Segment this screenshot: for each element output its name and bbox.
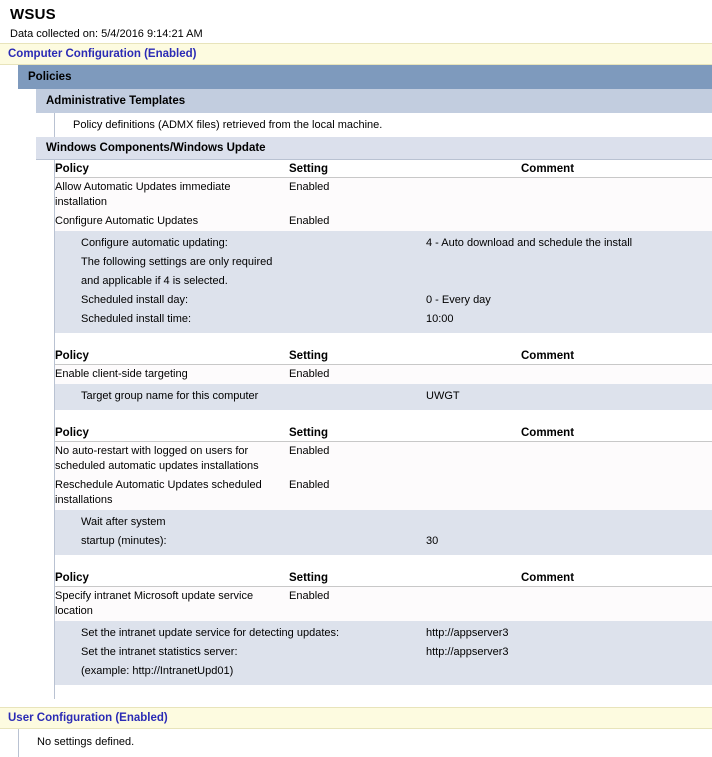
subsetting-label: (example: http://IntranetUpd01) [55,662,426,685]
policy-tables-container [54,160,712,699]
policy-setting-cell: Enabled [289,442,521,477]
page-title: WSUS [10,6,56,23]
column-header-policy: Policy [55,347,289,365]
subsetting-label: Set the intranet statistics server: [55,643,426,662]
subsetting-label: Set the intranet update service for detecting updates: [55,621,426,643]
subsetting-value [426,510,712,532]
user-configuration-no-settings: No settings defined. [19,729,712,757]
subsetting-value: 4 - Auto download and schedule the install [426,231,712,253]
policy-name-cell: Allow Automatic Updates immediate installation [55,178,289,213]
policy-comment-cell [521,476,712,510]
column-header-comment: Comment [521,347,712,365]
subsetting-value: UWGT [426,384,712,410]
subsetting-row [55,384,712,410]
policy-row [55,442,712,477]
subsetting-value [426,253,712,272]
computer-configuration-band[interactable]: Computer Configuration (Enabled) [0,43,712,65]
column-header-policy: Policy [55,424,289,442]
data-collected-timestamp: Data collected on: 5/4/2016 9:14:21 AM [10,28,203,40]
policy-table-header-row [55,347,712,365]
subsetting-row [55,643,712,662]
subsetting-label: The following settings are only required [55,253,426,272]
section-policies-header[interactable]: Policies [18,65,712,89]
policy-comment-cell [521,178,712,213]
subsetting-row [55,272,712,291]
policy-subsettings-cell [55,621,712,685]
user-configuration-rail [18,729,712,757]
subsettings-table [55,621,712,685]
subsetting-value [426,662,712,685]
section-spacer [0,699,712,707]
policy-name-cell: No auto-restart with logged on users for scheduled automatic updates installations [55,442,289,477]
policy-setting-cell: Enabled [289,365,521,385]
policy-subsettings-row [55,621,712,685]
policy-name-cell: Reschedule Automatic Updates scheduled installations [55,476,289,510]
column-header-comment: Comment [521,569,712,587]
policy-comment-cell [521,212,712,231]
subsetting-row [55,310,712,333]
subsetting-label: Target group name for this computer [55,384,426,410]
table-spacer [55,333,712,347]
subsetting-value: 30 [426,532,712,555]
policy-row [55,365,712,385]
subsetting-label: Wait after system [55,510,426,532]
policy-table [55,347,712,410]
subsetting-row [55,532,712,555]
table-spacer [55,555,712,569]
policy-comment-cell [521,587,712,622]
policy-comment-cell [521,442,712,477]
subsetting-label: and applicable if 4 is selected. [55,272,426,291]
subsetting-value: 10:00 [426,310,712,333]
subsettings-table [55,231,712,333]
policy-name-cell: Specify intranet Microsoft update service location [55,587,289,622]
policy-subsettings-cell [55,384,712,410]
subsetting-row [55,510,712,532]
computer-configuration-body [18,65,712,699]
policy-table [55,160,712,333]
subsettings-table [55,510,712,555]
admx-source-note: Policy definitions (ADMX files) retrieved from the local machine. [55,113,712,137]
policy-subsettings-row [55,510,712,555]
policy-row [55,178,712,213]
policy-row [55,476,712,510]
subsetting-row [55,231,712,253]
subsettings-table [55,384,712,410]
subsetting-row [55,291,712,310]
policies-body [36,89,712,699]
column-header-setting: Setting [289,569,521,587]
subsetting-label: startup (minutes): [55,532,426,555]
subsetting-value: http://appserver3 [426,643,712,662]
policy-setting-cell: Enabled [289,178,521,213]
policy-table [55,569,712,685]
column-header-setting: Setting [289,160,521,178]
column-header-setting: Setting [289,424,521,442]
report-header [0,0,712,41]
table-spacer [55,410,712,424]
subsetting-label: Scheduled install time: [55,310,426,333]
policy-setting-cell: Enabled [289,587,521,622]
policy-name-cell: Enable client-side targeting [55,365,289,385]
subsetting-row [55,621,712,643]
policy-name-cell: Configure Automatic Updates [55,212,289,231]
policy-table-header-row [55,160,712,178]
column-header-comment: Comment [521,160,712,178]
subsetting-value: 0 - Every day [426,291,712,310]
column-header-setting: Setting [289,347,521,365]
policy-subsettings-cell [55,510,712,555]
policy-subsettings-row [55,384,712,410]
subsetting-value: http://appserver3 [426,621,712,643]
section-windows-update-header[interactable]: Windows Components/Windows Update [36,137,712,160]
section-administrative-templates-header[interactable]: Administrative Templates [36,89,712,113]
subsetting-value [426,272,712,291]
policy-comment-cell [521,365,712,385]
user-configuration-band[interactable]: User Configuration (Enabled) [0,707,712,729]
policy-subsettings-row [55,231,712,333]
policy-setting-cell: Enabled [289,212,521,231]
subsetting-row [55,253,712,272]
policy-subsettings-cell [55,231,712,333]
subsetting-label: Configure automatic updating: [55,231,426,253]
policy-row [55,587,712,622]
policy-table-header-row [55,424,712,442]
administrative-templates-body [54,113,712,137]
column-header-policy: Policy [55,569,289,587]
user-configuration-body [18,729,712,757]
subsetting-row [55,662,712,685]
subsetting-label: Scheduled install day: [55,291,426,310]
policy-table [55,424,712,555]
policy-table-header-row [55,569,712,587]
column-header-comment: Comment [521,424,712,442]
policy-setting-cell: Enabled [289,476,521,510]
policy-row [55,212,712,231]
column-header-policy: Policy [55,160,289,178]
table-spacer [55,685,712,699]
